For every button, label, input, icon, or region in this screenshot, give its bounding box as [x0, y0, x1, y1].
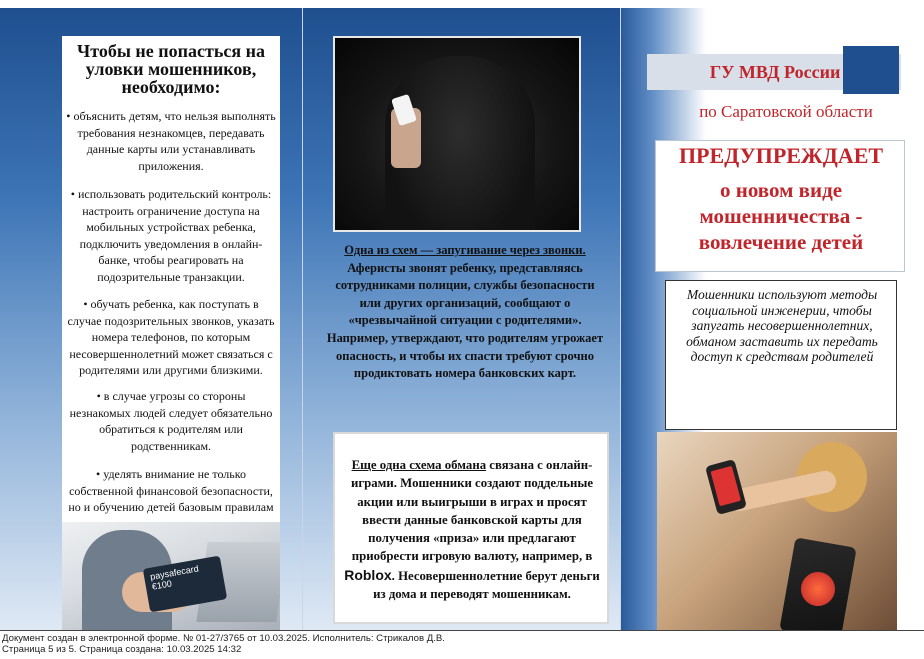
scheme-calls-title: Одна из схем — запугивание через звонки.	[344, 243, 586, 257]
hooded-caller-photo	[333, 36, 581, 232]
scheme-games-text	[341, 456, 603, 603]
org-name: ГУ МВД России	[709, 62, 841, 82]
tip-bullet-4: • в случае угрозы со стороны незнакомых людей следует обязательно обратиться к родителям или родственникам.	[69, 389, 273, 453]
right-panel	[621, 8, 924, 630]
middle-panel	[303, 8, 621, 630]
child-card-photo	[62, 522, 280, 630]
scheme-calls-text	[325, 242, 605, 383]
warning-body: о новом виде мошенничества - вовлечение детей	[698, 178, 864, 254]
footer-line-1: Документ создан в электронной форме. № 01-27/3765 от 10.03.2025. Исполнитель: Стрикалов Д.В.	[2, 633, 445, 644]
scheme-games-body-b: . Несовершеннолетние берут деньги из дома и переводят мошенникам.	[373, 568, 600, 602]
tip-bullet-2: • использовать родительский контроль: настроить ограничение доступа на мобильных устройствах ребенка, подключить уведомления в онлайн-банке, чтобы реагировать на подозрительные транзакции.	[70, 187, 272, 284]
scheme-games-body-a: связана с онлайн-играми. Мошенники создают поддельные акции или выигрыши в играх и просят ввести данные банковской карты для получения «приза» или предлагают приобрести игровую валюту, например, в	[350, 458, 594, 564]
tip-bullet-5: • уделять внимание не только собственной финансовой безопасности, но и обучению детей базовым правилам	[68, 467, 274, 514]
child-phone-photo	[657, 432, 897, 630]
warning-box	[655, 140, 905, 272]
roblox-brand: Roblox	[344, 566, 392, 583]
phone-icon	[705, 459, 747, 515]
social-engineering-box	[665, 280, 897, 430]
tip-bullet-1: • объяснить детям, что нельзя выполнять требования незнакомцев, передавать данные карты или устанавливать приложения.	[66, 109, 276, 173]
warning-title: ПРЕДУПРЕЖДАЕТ	[678, 143, 884, 168]
tips-card	[62, 36, 280, 522]
footer-line-2: Страница 5 из 5. Страница создана: 10.03.2025 14:32	[2, 644, 242, 655]
org-region: по Саратовской области	[699, 102, 873, 121]
document-footer	[0, 630, 924, 659]
bank-card-icon	[779, 537, 856, 630]
social-engineering-text: Мошенники используют методы социальной инженерии, чтобы запугать несовершеннолетних, обманом заставить их передать доступ к средствам родителей	[686, 287, 878, 365]
scheme-games-box	[333, 432, 609, 624]
scheme-games-title: Еще одна схема обмана	[351, 458, 487, 472]
left-panel	[0, 8, 303, 630]
scheme-calls-body: Аферисты звонят ребенку, представляясь сотрудниками полиции, службы безопасности или других организаций, сообщают о «чрезвычайной ситуации с родителями». Например, утверждают, что родителям угрожает опасность, и чтобы их спасти требуют срочно продиктовать номера банковских карт.	[326, 260, 604, 381]
tip-bullet-3: • обучать ребенка, как поступать в случае подозрительных звонков, указать номера телефонов, по которым несовершеннолетний может связаться с родителями или другими близкими.	[67, 297, 275, 377]
tips-heading: Чтобы не попасться на уловки мошенников, необходимо:	[77, 41, 265, 97]
paysafe-card: paysafecard €100	[143, 556, 227, 613]
